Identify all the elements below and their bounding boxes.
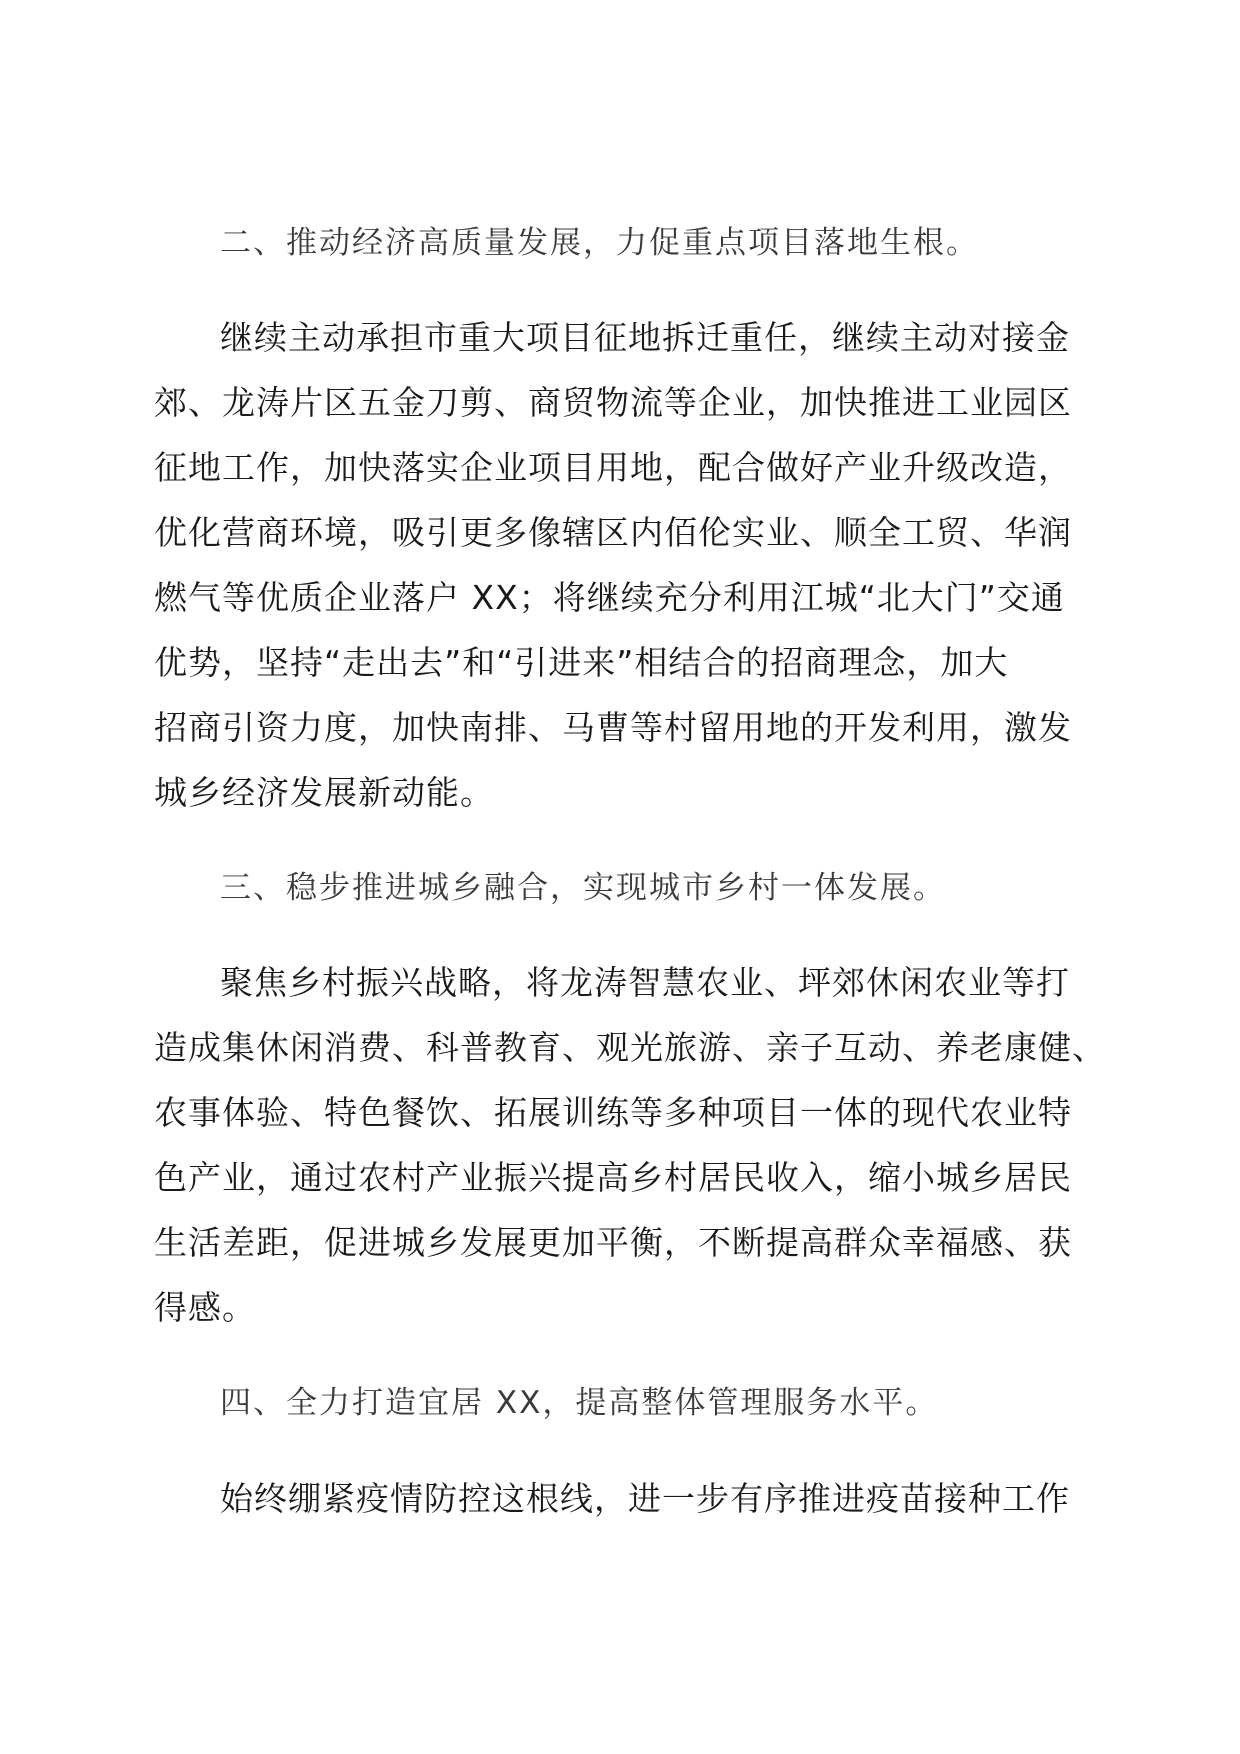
section-heading-2 [0, 211, 1240, 276]
paragraph-line: 色产业，通过农村产业振兴提高乡村居民收入，缩小城乡居民 [154, 1158, 1072, 1197]
paragraph-line: 燃气等优质企业落户 XX；将继续充分利用江城“北大门”交通 [154, 578, 1065, 617]
paragraph-line: 聚焦乡村振兴战略，将龙涛智慧农业、坪郊休闲农业等打 [220, 963, 1070, 1002]
paragraph-line: 郊、龙涛片区五金刀剪、商贸物流等企业，加快推进工业园区 [154, 383, 1072, 422]
paragraph-line: 招商引资力度，加快南排、马曹等村留用地的开发利用，激发 [154, 708, 1072, 747]
section-heading-4 [0, 1371, 1240, 1436]
paragraph-line: 征地工作，加快落实企业项目用地，配合做好产业升级改造， [154, 448, 1072, 487]
section-heading-3 [0, 856, 1240, 921]
paragraph-line: 始终绷紧疫情防控这根线，进一步有序推进疫苗接种工作 [220, 1479, 1070, 1518]
paragraph-2 [0, 305, 1240, 825]
paragraph-line: 得感。 [154, 1288, 256, 1327]
paragraph-line: 继续主动承担市重大项目征地拆迁重任，继续主动对接金 [220, 318, 1070, 357]
heading-text: 三、稳步推进城乡融合，实现城市乡村一体发展。 [220, 870, 946, 906]
paragraph-line: 造成集休闲消费、科普教育、观光旅游、亲子互动、养老康健、 [154, 1028, 1106, 1067]
paragraph-3 [0, 950, 1240, 1340]
paragraph-line: 城乡经济发展新动能。 [154, 773, 494, 812]
paragraph-line: 生活差距，促进城乡发展更加平衡，不断提高群众幸福感、获 [154, 1223, 1072, 1262]
paragraph-line: 优势，坚持“走出去”和“引进来”相结合的招商理念，加大 [154, 643, 1009, 682]
heading-text: 二、推动经济高质量发展，力促重点项目落地生根。 [220, 225, 979, 261]
heading-text: 四、全力打造宜居 XX，提高整体管理服务水平。 [220, 1385, 939, 1421]
paragraph-line: 农事体验、特色餐饮、拓展训练等多种项目一体的现代农业特 [154, 1093, 1072, 1132]
paragraph-4 [0, 1466, 1240, 1531]
paragraph-line: 优化营商环境，吸引更多像辖区内佰伦实业、顺全工贸、华润 [154, 513, 1072, 552]
